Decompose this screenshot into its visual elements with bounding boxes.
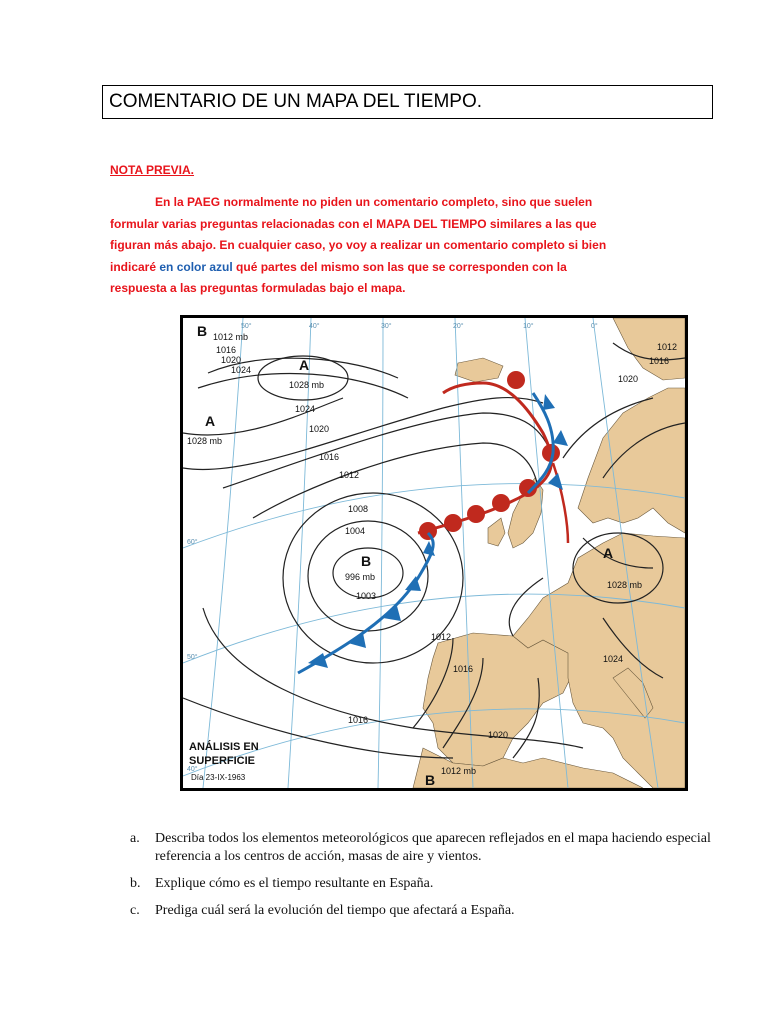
meridian-label: 30° (381, 323, 392, 330)
isobar-label: 1020 (488, 730, 509, 740)
document-title: COMENTARIO DE UN MAPA DEL TIEMPO. (102, 85, 713, 119)
land-ireland (488, 518, 505, 546)
map-caption (189, 740, 259, 782)
isobar-label: 1012 (657, 342, 678, 352)
land-iberia (423, 633, 573, 766)
pressure-symbol: A (603, 545, 614, 561)
isobar-label: 1016 (453, 664, 474, 674)
pressure-centers (187, 323, 642, 788)
isobar-label: 1024 (603, 654, 624, 664)
isobar-label: 1012 (431, 632, 452, 642)
parallel-label: 50° (187, 654, 198, 661)
caption-line-2: SUPERFICIE (189, 755, 256, 767)
isobar-label: 1020 (309, 424, 330, 434)
isobar-label: 1012 (339, 470, 360, 480)
pressure-value: 996 mb (345, 572, 376, 582)
question-letter: c. (130, 903, 140, 918)
land-scandinavia (578, 388, 685, 533)
isobar-label: 1003 (356, 591, 377, 601)
question-item (130, 830, 730, 866)
question-text: Explique cómo es el tiempo resultante en España. (155, 876, 434, 891)
isobar-label: 1020 (221, 355, 242, 365)
question-text: Prediga cuál será la evolución del tiempo que afectará a España. (155, 903, 515, 918)
isobar-label: 1016 (319, 452, 340, 462)
meridian-label: 20° (453, 323, 464, 330)
meridian-label: 0° (591, 323, 598, 330)
pressure-symbol: A (299, 357, 310, 373)
pressure-value: 1028 mb (289, 380, 325, 390)
isobar-label: 1016 (348, 715, 369, 725)
question-item (130, 875, 730, 893)
pressure-symbol: B (425, 772, 436, 788)
note-paragraph (110, 192, 615, 300)
meridian-label: 10° (523, 323, 534, 330)
question-text: Describa todos los elementos meteorológicos que aparecen reflejados en el mapa haciendo especial referencia a los centros de acción, masas de aire y vientos. (155, 831, 711, 864)
weather-map (180, 315, 688, 791)
isobar-label: 1008 (348, 504, 369, 514)
isobar-label: 1004 (345, 526, 366, 536)
question-letter: b. (130, 876, 141, 891)
parallel-label: 40° (187, 766, 198, 773)
pressure-symbol: B (361, 553, 372, 569)
note-text-part1: En la PAEG normalmente no piden un comentario completo, sino que suelen formular varias preguntas relacionadas con el MAPA DEL TIEMPO similares a las que figuran más abajo. En cualquier caso, yo voy a realizar un comentario completo si bien indicaré (110, 195, 607, 274)
pressure-value: 1012 mb (441, 766, 477, 776)
isobar-label: 1016 (216, 345, 237, 355)
pressure-symbol: A (205, 413, 216, 429)
question-list (130, 830, 730, 929)
note-blue-highlight: en color azul (159, 259, 233, 274)
meridian-label: 40° (309, 323, 320, 330)
isobar-label: 1016 (649, 356, 670, 366)
note-text-part2: qué partes del mismo son las que se corresponden con la respuesta a las preguntas formuladas bajo el mapa. (110, 259, 567, 295)
pressure-value: 1028 mb (187, 436, 223, 446)
isobar-label: 1024 (231, 365, 252, 375)
isobar-label: 1020 (618, 374, 639, 384)
pressure-symbol: B (197, 323, 208, 339)
question-item (130, 902, 730, 920)
pressure-value: 1028 mb (607, 580, 643, 590)
pressure-value: 1012 mb (213, 332, 249, 342)
meridian-label: 50° (241, 323, 252, 330)
land-iceland (455, 358, 503, 382)
caption-line-1: ANÁLISIS EN (189, 741, 259, 753)
note-heading: NOTA PREVIA. (110, 163, 195, 177)
parallel-label: 60° (187, 539, 198, 546)
caption-date: Día 23-IX-1963 (191, 773, 246, 782)
isobar-label: 1024 (295, 404, 316, 414)
question-letter: a. (130, 831, 140, 846)
weather-map-svg (183, 318, 685, 788)
